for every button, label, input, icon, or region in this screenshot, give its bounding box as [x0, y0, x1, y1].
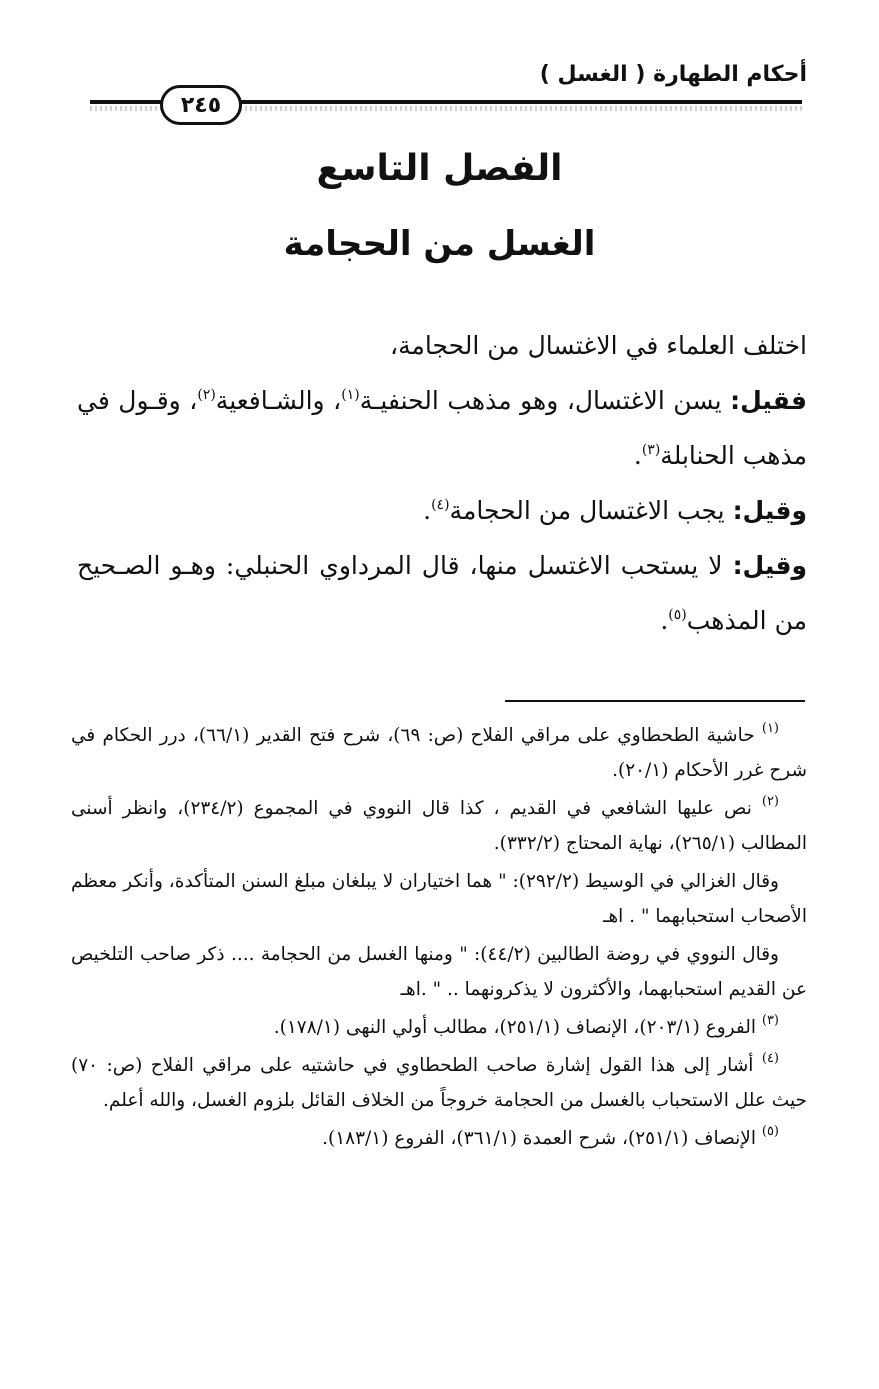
footnote-1 — [71, 718, 807, 788]
paragraph-text: يسن الاغتسال، وهو مذهب الحنفيـة — [359, 386, 731, 415]
page-number: ٢٤٥ — [180, 92, 222, 118]
body-paragraph-4 — [77, 538, 807, 648]
footnote-separator — [505, 700, 805, 702]
footnote-ref-5[interactable]: (٥) — [668, 607, 687, 623]
footnote-2-para-3: وقال النووي في روضة الطالبين (٤٤/٢): " ومنها الغسل من الحجامة .... ذكر صاحب التلخيص عن القديم استحبابهما، والأكثرون لا يذكرونهما .. " .اهـ — [71, 944, 807, 1000]
running-header-title: أحكام الطهارة ( الغسل ) — [539, 62, 807, 87]
paragraph-text: ، والشـافعية — [215, 386, 342, 415]
paragraph-end: . — [423, 496, 432, 525]
footnote-number: (٣) — [761, 1013, 779, 1028]
footnote-2 — [71, 791, 807, 861]
footnote-3 — [71, 1010, 807, 1045]
footnote-4 — [71, 1048, 807, 1118]
footnote-text: أشار إلى هذا القول إشارة صاحب الطحطاوي في حاشتيه على مراقي الفلاح (ص: ٧٠) حيث علل الاستحباب بالغسل من الحجامة خروجاً من الخلاف القائل بلزوم الغسل، والله أعلم. — [71, 1055, 807, 1111]
paragraph-lead: وقيل: — [732, 551, 807, 580]
paragraph-end: . — [633, 441, 642, 470]
paragraph-text: لا يستحب الاغتسل منها، قال المرداوي الحنبلي: وهـو الصـحيح من المذهب — [77, 551, 807, 635]
footnote-text: الفروع (٢٠٣/١)، الإنصاف (٢٥١/١)، مطالب أولي النهى (١٧٨/١). — [273, 1017, 762, 1038]
chapter-title: الفصل التاسع — [316, 148, 563, 189]
footnote-text: الإنصاف (٢٥١/١)، شرح العمدة (٣٦١/١)، الفروع (١٨٣/١). — [322, 1128, 762, 1149]
main-body — [77, 318, 807, 648]
footnote-2-para-2: وقال الغزالي في الوسيط (٢٩٢/٢): " هما اختياران لا يبلغان مبلغ السنن المتأكدة، وأنكر معظم الأصحاب استحبابهما " . اهـ — [71, 871, 807, 927]
body-paragraph-2 — [77, 373, 807, 483]
footnote-text: نص عليها الشافعي في القديم ، كذا قال النووي في المجموع (٢٣٤/٢)، وانظر أسنى المطالب (٢٦٥/١)، نهاية المحتاج (٣٣٢/٢). — [71, 798, 807, 854]
footnote-ref-1[interactable]: (١) — [341, 387, 360, 403]
body-paragraph-3 — [77, 483, 807, 538]
footnote-number: (١) — [761, 721, 779, 736]
footnote-number: (٢) — [761, 794, 779, 809]
paragraph-lead: فقيل: — [730, 386, 807, 415]
footnotes-section — [71, 718, 807, 1159]
section-title: الغسل من الحجامة — [283, 224, 596, 264]
footnote-ref-2[interactable]: (٢) — [197, 387, 216, 403]
footnote-number: (٤) — [761, 1051, 779, 1066]
footnote-number: (٥) — [761, 1124, 779, 1139]
paragraph-text: يجب الاغتسال من الحجامة — [449, 496, 733, 525]
footnote-5 — [71, 1121, 807, 1156]
body-paragraph-1: اختلف العلماء في الاغتسال من الحجامة، — [390, 331, 807, 360]
paragraph-text: ، وقـول في مذهب الحنابلة — [77, 386, 807, 470]
paragraph-end: . — [660, 606, 669, 635]
footnote-text: حاشية الطحطاوي على مراقي الفلاح (ص: ٦٩)، شرح فتح القدير (٦٦/١)، درر الحكام في شرح غرر الأحكام (٢٠/١). — [71, 725, 807, 781]
footnote-ref-4[interactable]: (٤) — [431, 497, 450, 513]
paragraph-lead: وقيل: — [732, 496, 807, 525]
page-number-oval — [160, 85, 242, 125]
footnote-ref-3[interactable]: (٣) — [641, 442, 661, 458]
